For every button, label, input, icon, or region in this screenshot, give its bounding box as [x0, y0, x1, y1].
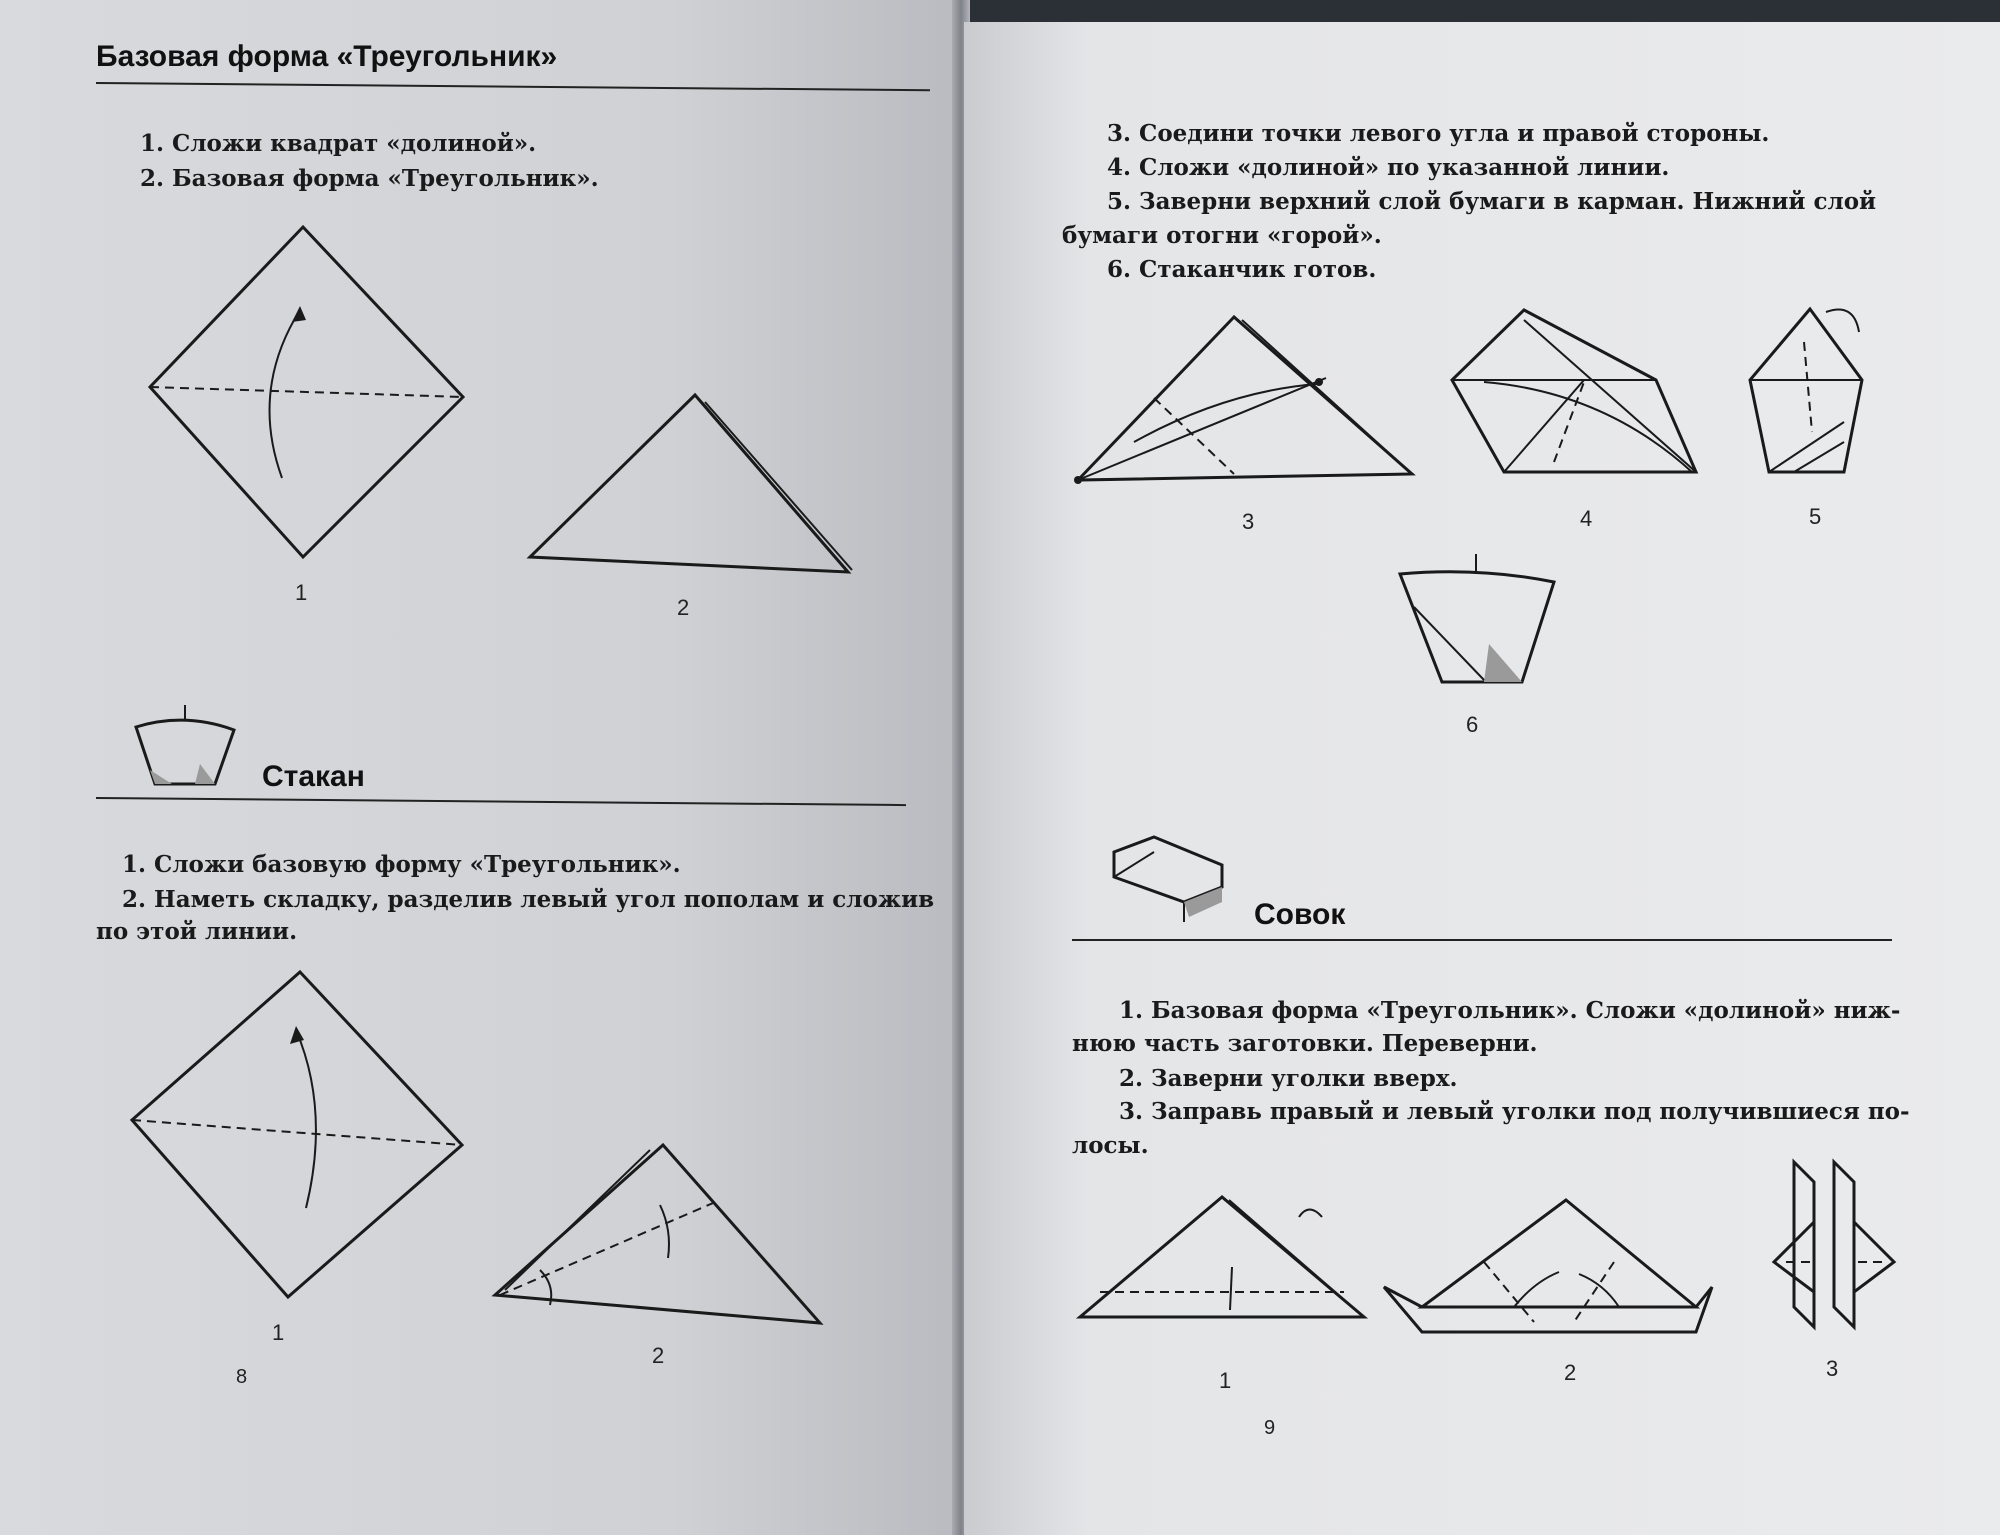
- diagram-triangle-crease: [0, 0, 958, 1400]
- step-text: 3. Соедини точки левого угла и правой стороны.: [1107, 120, 1770, 147]
- step-text: 3. Заправь правый и левый уголки под получившиеся по-: [1119, 1098, 1910, 1125]
- section-title-triangle: Базовая форма «Треугольник»: [96, 40, 558, 73]
- step-text: нюю часть заготовки. Переверни.: [1072, 1030, 1538, 1057]
- figure-label: 1: [295, 580, 308, 605]
- page-number: 8: [236, 1366, 248, 1388]
- figure-label: 6: [1466, 712, 1479, 737]
- figure-label: 1: [272, 1320, 285, 1345]
- figure-label: 3: [1242, 509, 1255, 534]
- figure-label: 2: [1564, 1360, 1577, 1385]
- step-text: 1. Сложи базовую форму «Треугольник».: [122, 851, 681, 878]
- right-page: [964, 22, 2000, 1535]
- page-number: 9: [1264, 1417, 1276, 1439]
- diagram-scoop-steps: [964, 22, 2000, 1422]
- step-text: 1. Сложи квадрат «долиной».: [140, 130, 537, 157]
- figure-label: 2: [677, 595, 690, 620]
- step-text: 2. Заверни уголки вверх.: [1119, 1065, 1458, 1092]
- figure-label: 1: [1219, 1368, 1232, 1393]
- step-text: 1. Базовая форма «Треугольник». Сложи «долиной» ниж-: [1119, 997, 1901, 1024]
- step-text: бумаги отогни «горой».: [1062, 222, 1382, 249]
- figure-label: 5: [1809, 504, 1822, 529]
- step-text: 2. Наметь складку, разделив левый угол пополам и сложив: [122, 886, 935, 913]
- step-text: по этой линии.: [96, 918, 298, 945]
- section-title-scoop: Совок: [1254, 898, 1346, 931]
- figure-label: 3: [1826, 1356, 1839, 1381]
- step-text: 2. Базовая форма «Треугольник».: [140, 165, 599, 192]
- step-text: 5. Заверни верхний слой бумаги в карман. Нижний слой: [1107, 188, 1877, 215]
- section-title-cup: Стакан: [262, 760, 365, 793]
- figure-label: 4: [1580, 506, 1593, 531]
- figure-label: 2: [652, 1343, 665, 1368]
- step-text: лосы.: [1072, 1132, 1149, 1159]
- left-page: [0, 0, 958, 1535]
- step-text: 6. Стаканчик готов.: [1107, 256, 1377, 283]
- step-text: 4. Сложи «долиной» по указанной линии.: [1107, 154, 1670, 181]
